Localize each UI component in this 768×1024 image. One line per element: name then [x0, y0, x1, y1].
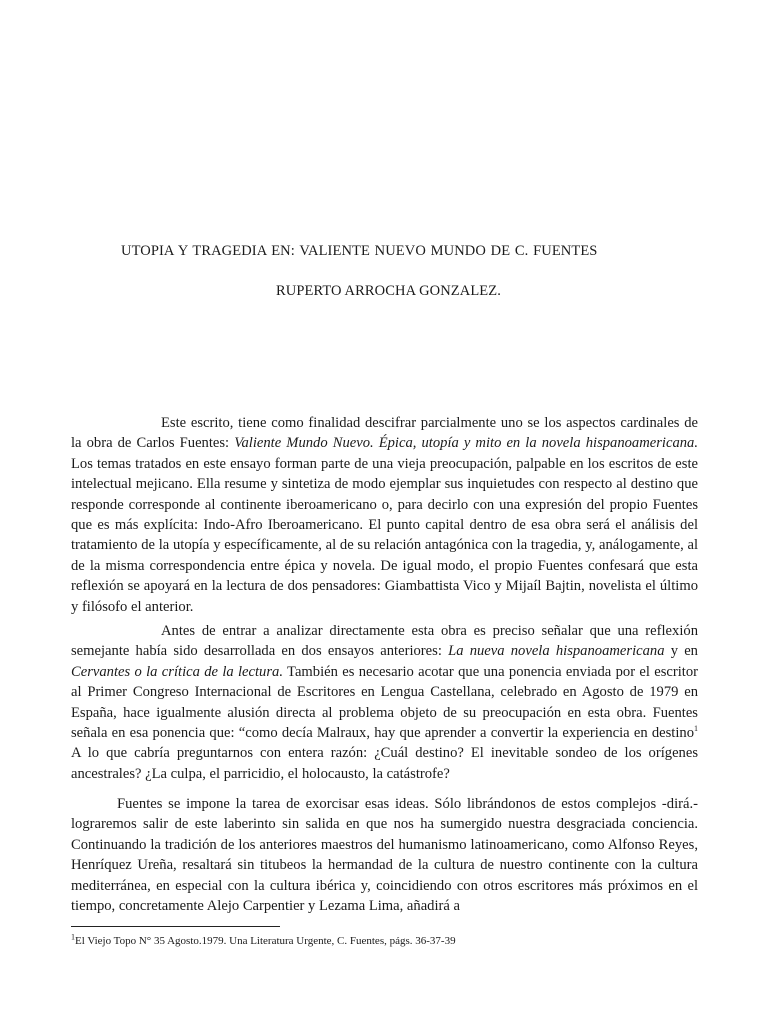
p2-book-title-2: Cervantes o la crítica de la lectura.: [71, 663, 283, 680]
p2-book-title-1: La nueva novela hispanoamericana: [448, 643, 665, 660]
p3-text: Fuentes se impone la tarea de exorcisar esas ideas. Sólo librándonos de estos complejos -dirá.- lograremos salir de este laberinto sin salida en que nos ha sumergido nuestra desgraciada conciencia. Continuando la tradición de los anteriores maestros del humanismo latinoamericano, como Alfonso Reyes, Henríquez Ureña, resaltará sin titubeos la hermandad de la cultura de nuestro continente con la cultura mediterránea, en especial con la cultura ibérica y, coincidiendo con otros escritores más próximos en el tiempo, concretamente Alejo Carpentier y Lezama Lima, añadirá a: [71, 796, 698, 915]
author-name: RUPERTO ARROCHA GONZALEZ.: [276, 283, 501, 299]
p2-text-d: A lo que cabría preguntarnos con entera razón: ¿Cuál destino? El inevitable sondeo de los orígenes ancestrales? ¿La culpa, el parricidio, el holocausto, la catástrofe?: [71, 745, 698, 782]
p1-book-title: Valiente Mundo Nuevo. Épica, utopía y mito en la novela hispanoamericana.: [234, 435, 698, 452]
footnote: [71, 932, 456, 947]
p2-text-b: y en: [664, 643, 698, 660]
p1-text-a: Este escrito, tiene como finalidad descifrar parcialmente uno se los aspectos cardinales de la obra de Carlos Fuentes:: [71, 415, 698, 452]
p1-text-b: Los temas tratados en este ensayo forman parte de una vieja preocupación, palpable en los escritos de este intelectual mejicano. Ella resume y sintetiza de modo ejemplar sus inquietudes con respecto al destino que responde corresponde al continente iberoamericano o, para decirlo con una expresión del propio Fuentes que es más explícita: Indo-Afro Iberoamericano. El punto capital dentro de esa obra será el análisis del tratamiento de la utopía y específicamente, al de su relación antagónica con la tragedia, y, análogamente, al de la misma correspondencia entre épica y novela. De igual modo, el propio Fuentes confesará que esta reflexión se apoyará en la lectura de dos pensadores: Giambattista Vico y Mijaíl Bajtin, novelista el último y filósofo el anterior.: [71, 455, 698, 615]
paragraph-2: [71, 621, 698, 784]
paragraph-3: [71, 794, 698, 916]
title-text: UTOPIA Y TRAGEDIA EN: VALIENTE NUEVO MUNDO DE C. FUENTES: [121, 243, 598, 259]
footnote-mark: 1: [71, 932, 75, 942]
footnote-reference: 1: [694, 724, 698, 734]
footnote-divider: [71, 926, 280, 927]
p2-text-a: Antes de entrar a analizar directamente esta obra es preciso señalar que una reflexión semejante había sido desarrollada en dos ensayos anteriores:: [71, 623, 698, 660]
paragraph-1: [71, 413, 698, 617]
footnote-text: El Viejo Topo N° 35 Agosto.1979. Una Literatura Urgente, C. Fuentes, págs. 36-37-39: [75, 935, 456, 947]
p2-text-c: También es necesario acotar que una ponencia enviada por el escritor al Primer Congreso Internacional de Escritores en Lengua Castellana, celebrado en Agosto de 1979 en España, hace igualmente alusión directa al problema objeto de su preocupación en esta obra. Fuentes señala en esa ponencia que: “como decía Malraux, hay que aprender a convertir la experiencia en destino: [71, 663, 698, 742]
